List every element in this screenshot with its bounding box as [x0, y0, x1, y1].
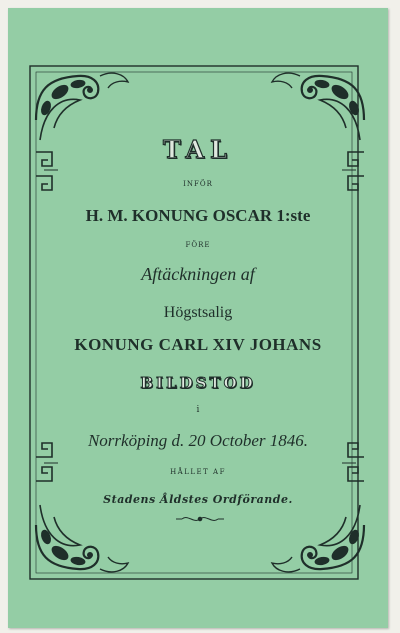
- monument: BILDSTOD: [140, 374, 256, 392]
- line-infor: INFÖR: [183, 180, 213, 188]
- speaker: Stadens Åldstes Ordförande.: [103, 493, 293, 506]
- addressee: H. M. KONUNG OSCAR 1:ste: [85, 206, 311, 225]
- title: TAL: [162, 135, 234, 164]
- cover-text: [8, 8, 388, 628]
- delivered-by-label: HÅLLET AF: [170, 468, 226, 476]
- subject: KONUNG CARL XIV JOHANS: [74, 335, 322, 354]
- preposition: i: [196, 405, 200, 415]
- line-fore: FÖRE: [185, 241, 211, 249]
- place-date: Norrköping d. 20 October 1846.: [87, 431, 309, 450]
- honorific: Högstsalig: [163, 304, 233, 321]
- occasion: Aftäckningen af: [141, 264, 255, 284]
